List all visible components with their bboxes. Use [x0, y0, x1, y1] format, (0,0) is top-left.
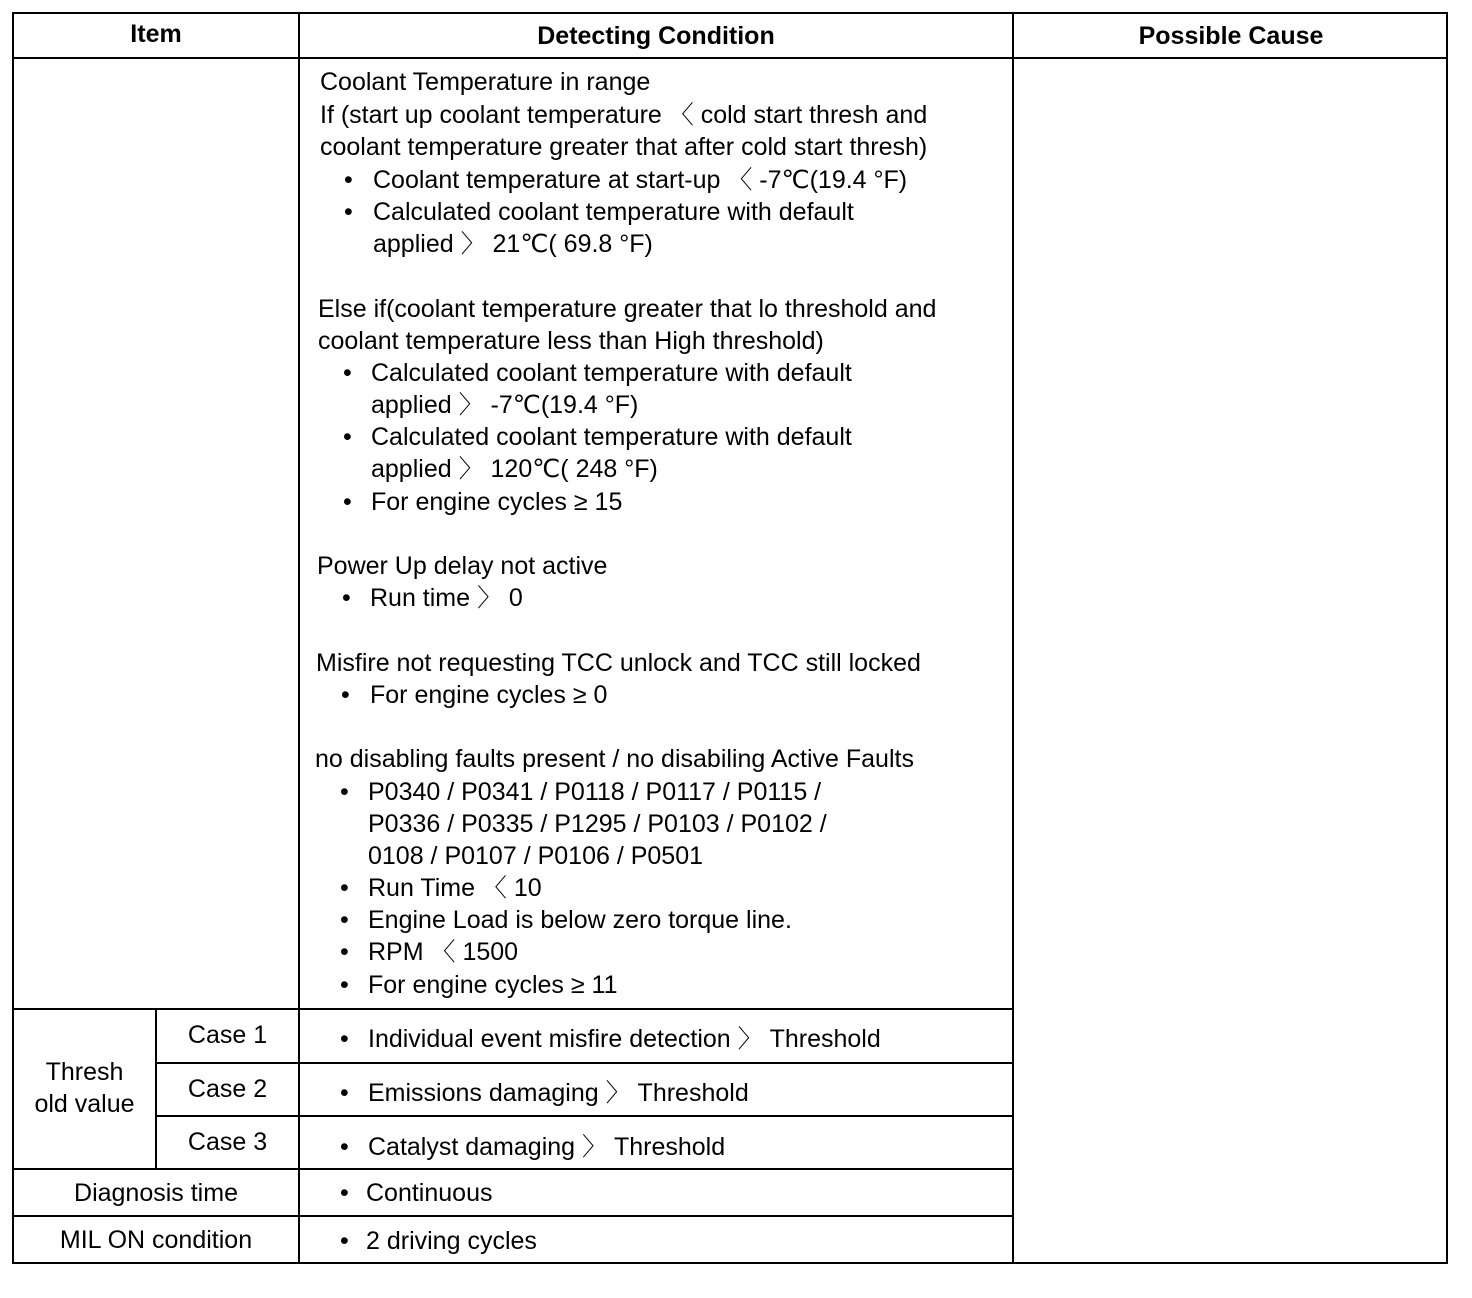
powerup-bullet-1: Run time 〉 0: [370, 584, 523, 612]
header-item: Item: [130, 20, 182, 48]
case-1-condition: Individual event misfire detection 〉 Threshold: [368, 1025, 881, 1053]
threshold-label-line2: old value: [34, 1090, 135, 1118]
coolant-else-line1: Else if(coolant temperature greater that lo threshold and: [318, 295, 937, 323]
faults-codes-line3: 0108 / P0107 / P0106 / P0501: [368, 842, 703, 870]
mil-on-label: MIL ON condition: [59, 1226, 253, 1254]
case-2-condition: Emissions damaging 〉 Threshold: [368, 1079, 749, 1107]
coolant-if-bullet-2-cont: applied 〉 21℃( 69.8 °F): [373, 230, 653, 258]
faults-run-time: Run Time 〈 10: [368, 874, 542, 902]
powerup-title: Power Up delay not active: [317, 552, 608, 580]
case-3-label: Case 3: [187, 1128, 268, 1156]
coolant-else-bullet-2-cont: applied 〉 120℃( 248 °F): [371, 455, 658, 483]
bullet-marker: •: [340, 971, 349, 999]
faults-title: no disabling faults present / no disabiling Active Faults: [315, 745, 914, 773]
bullet-marker: •: [340, 1079, 349, 1107]
coolant-else-bullet-3: For engine cycles ≥ 15: [371, 488, 623, 516]
bullet-marker: •: [343, 359, 352, 387]
bullet-marker: •: [340, 906, 349, 934]
bullet-marker: •: [340, 1025, 349, 1053]
bullet-marker: •: [344, 166, 353, 194]
faults-codes-line1: P0340 / P0341 / P0118 / P0117 / P0115 /: [368, 778, 822, 806]
faults-engine-cycles: For engine cycles ≥ 11: [368, 971, 618, 999]
bullet-marker: •: [341, 681, 350, 709]
faults-codes-line2: P0336 / P0335 / P1295 / P0103 / P0102 /: [368, 810, 827, 838]
threshold-label-line1: Thresh: [45, 1058, 124, 1086]
coolant-if-bullet-2: Calculated coolant temperature with default: [373, 198, 854, 226]
case-2-label: Case 2: [187, 1075, 268, 1103]
header-possible-cause: Possible Cause: [1138, 22, 1324, 50]
bullet-marker: •: [340, 1227, 349, 1255]
row-divider-threshold: [12, 1008, 1014, 1010]
col-divider-cause: [1012, 12, 1014, 1264]
case-3-condition: Catalyst damaging 〉 Threshold: [368, 1133, 726, 1161]
misfire-title: Misfire not requesting TCC unlock and TCC still locked: [316, 649, 921, 677]
faults-engine-load: Engine Load is below zero torque line.: [368, 906, 792, 934]
header-detecting-condition: Detecting Condition: [537, 22, 775, 50]
diagnosis-time-label: Diagnosis time: [74, 1179, 238, 1207]
bullet-marker: •: [343, 423, 352, 451]
bullet-marker: •: [342, 584, 351, 612]
row-divider-case3: [155, 1115, 1014, 1117]
mil-on-value: 2 driving cycles: [366, 1227, 537, 1255]
col-divider-item: [298, 12, 300, 1264]
faults-rpm: RPM 〈 1500: [368, 938, 519, 966]
misfire-bullet-1: For engine cycles ≥ 0: [370, 681, 608, 709]
coolant-else-line2: coolant temperature less than High threshold): [318, 327, 824, 355]
bullet-marker: •: [340, 778, 349, 806]
bullet-marker: •: [340, 1133, 349, 1161]
diagnosis-time-value: Continuous: [366, 1179, 493, 1207]
coolant-if-line1: If (start up coolant temperature 〈 cold start thresh and: [320, 101, 928, 129]
bullet-marker: •: [340, 1179, 349, 1207]
coolant-else-bullet-1-cont: applied 〉 -7℃(19.4 °F): [371, 391, 639, 419]
row-divider-diagnosis: [12, 1168, 1014, 1170]
bullet-marker: •: [340, 938, 349, 966]
bullet-marker: •: [344, 198, 353, 226]
coolant-else-bullet-2: Calculated coolant temperature with default: [371, 423, 852, 451]
bullet-marker: •: [343, 488, 352, 516]
header-divider: [12, 57, 1448, 59]
coolant-title: Coolant Temperature in range: [320, 68, 651, 96]
coolant-if-line2: coolant temperature greater that after cold start thresh): [320, 133, 928, 161]
row-divider-case2: [155, 1062, 1014, 1064]
row-divider-mil: [12, 1215, 1014, 1217]
coolant-if-bullet-1: Coolant temperature at start-up 〈 -7℃(19.4 °F): [373, 166, 908, 194]
bullet-marker: •: [340, 874, 349, 902]
case-1-label: Case 1: [187, 1021, 268, 1049]
coolant-else-bullet-1: Calculated coolant temperature with default: [371, 359, 852, 387]
